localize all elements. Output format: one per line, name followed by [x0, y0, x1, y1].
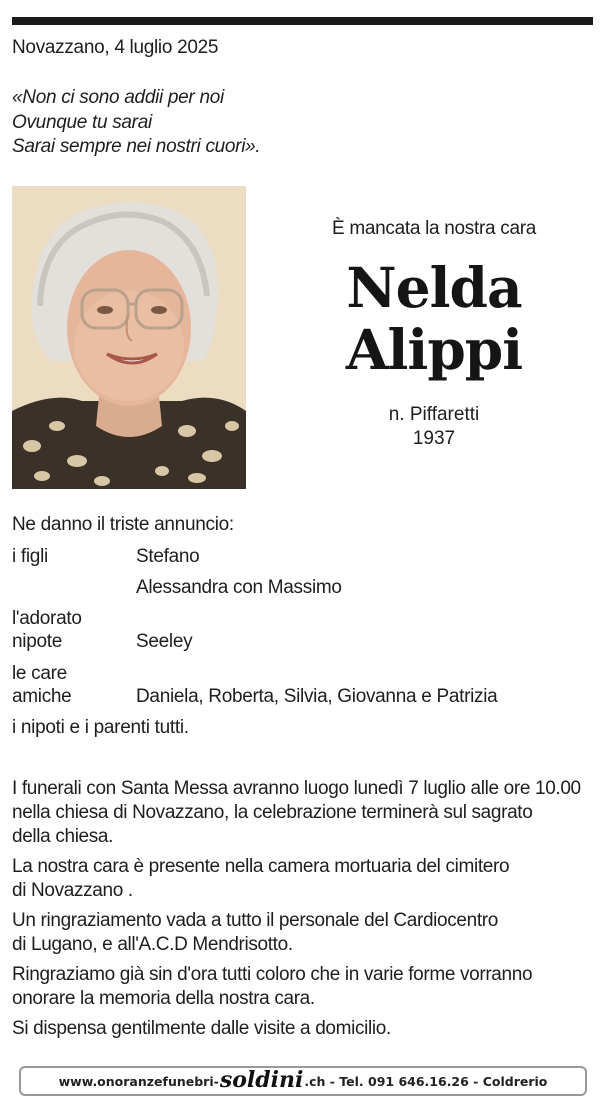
first-name: Nelda: [346, 255, 522, 320]
paragraph-line: Ringraziamo già sin d'ora tutti coloro che in varie forme vorranno: [12, 964, 533, 985]
paragraph-line: Un ringraziamento vada a tutto il personale del Cardiocentro: [12, 910, 498, 931]
relation-label: amiche: [12, 686, 72, 707]
paragraph: [12, 963, 592, 1011]
funeral-details: [12, 777, 592, 1047]
relation-label: l'adorato: [12, 608, 82, 629]
paragraph-line: onorare la memoria della nostra cara.: [12, 988, 315, 1009]
memorial-quote: [12, 86, 260, 160]
birth-year: 1937: [412, 428, 456, 449]
paragraph-line: della chiesa.: [12, 826, 114, 847]
relation-label: le care: [12, 663, 67, 684]
relation-names: Seeley: [136, 631, 193, 652]
footer-contact: .ch - Tel. 091 646.16.26 - Coldrerio: [304, 1073, 548, 1089]
paragraph-line: La nostra cara è presente nella camera mortuaria del cimitero: [12, 856, 510, 877]
relation-names: Stefano: [136, 546, 200, 567]
top-rule: [12, 17, 593, 25]
paragraph: [12, 855, 592, 903]
mourners-heading: Ne danno il triste annuncio:: [12, 514, 234, 535]
maiden-name: n. Piffaretti: [388, 404, 480, 425]
quote-line: «Non ci sono addii per noi: [12, 87, 224, 108]
quote-line: Sarai sempre nei nostri cuori».: [12, 136, 261, 157]
paragraph: [12, 909, 592, 957]
quote-line: Ovunque tu sarai: [12, 111, 152, 133]
announcement-intro: È mancata la nostra cara: [331, 218, 537, 239]
mourners-closing: i nipoti e i parenti tutti.: [12, 717, 189, 738]
portrait-photo: [12, 186, 246, 489]
last-name: Alippi: [345, 317, 523, 382]
paragraph: [12, 1017, 592, 1041]
paragraph-line: nella chiesa di Novazzano, la celebrazione terminerà sul sagrato: [12, 802, 533, 823]
relation-label: i figli: [12, 546, 48, 567]
paragraph-line: di Lugano, e all'A.C.D Mendrisotto.: [12, 934, 293, 955]
relation-label: nipote: [12, 631, 62, 652]
paragraph-line: I funerali con Santa Messa avranno luogo lunedì 7 luglio alle ore 10.00: [12, 778, 581, 799]
relation-names: Daniela, Roberta, Silvia, Giovanna e Patrizia: [136, 686, 498, 707]
date-line: Novazzano, 4 luglio 2025: [12, 37, 219, 58]
relation-names: Alessandra con Massimo: [136, 577, 342, 598]
paragraph: [12, 777, 592, 849]
paragraph-line: Si dispensa gentilmente dalle visite a domicilio.: [12, 1018, 391, 1039]
funeral-home-footer: [19, 1066, 587, 1096]
footer-website-prefix: www.onoranzefunebri-: [58, 1073, 219, 1089]
paragraph-line: di Novazzano .: [12, 880, 133, 901]
funeral-home-logo: soldini: [219, 1067, 304, 1093]
